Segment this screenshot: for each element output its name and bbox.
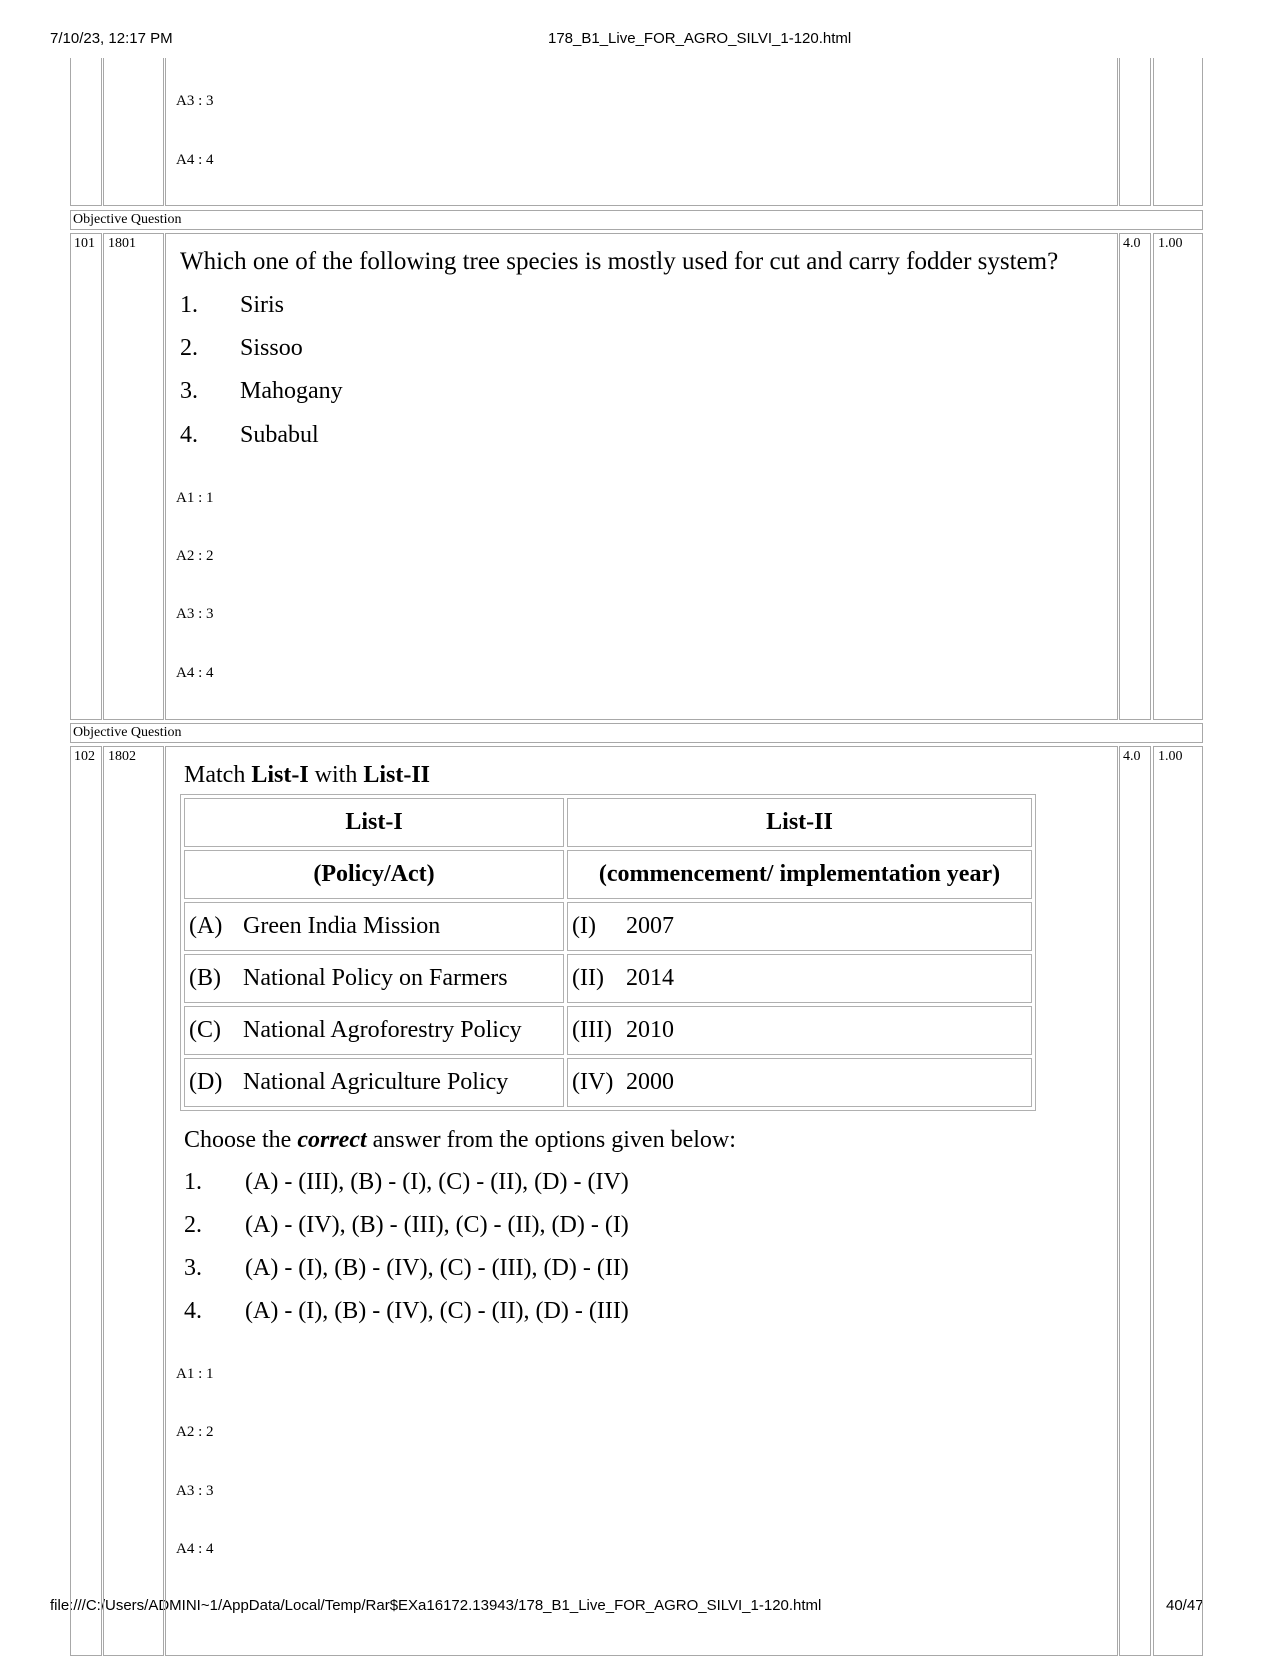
q102-serial: 102 (74, 749, 95, 764)
q101-option-3-text: Mahogany (240, 378, 343, 404)
list2-label: (IV) (572, 1069, 614, 1095)
list2-header: List-II (567, 798, 1032, 847)
print-datetime: 7/10/23, 12:17 PM (50, 30, 173, 47)
match-with: with (308, 762, 364, 788)
q102-serial-cell (70, 746, 102, 1656)
q101-question-text: Which one of the following tree species is mostly used for cut and carry fodder system? (180, 248, 1059, 275)
choose-post: answer from the options given below: (366, 1127, 736, 1153)
table-row (184, 902, 1032, 951)
page-number: 40/47 (1166, 1597, 1204, 1614)
list2-text: 2014 (626, 965, 674, 991)
q101-option-2-number: 2. (180, 335, 198, 361)
q101-option-2-text: Sissoo (240, 335, 303, 361)
list1-text: National Agroforestry Policy (243, 1017, 522, 1043)
q102-id-cell (103, 746, 164, 1656)
list2-text: 2000 (626, 1069, 674, 1095)
q101-answer-3: A3 : 3 (176, 606, 214, 622)
match-prefix: Match (184, 762, 252, 788)
q101-type-row (70, 210, 1203, 230)
q101-option-3-number: 3. (180, 378, 198, 404)
list1-item-c (184, 1006, 564, 1055)
list1-text: National Agriculture Policy (243, 1069, 509, 1095)
q102-option-1-number: 1. (184, 1169, 202, 1195)
table-row (184, 1058, 1032, 1107)
prev-answer-4: A4 : 4 (176, 152, 214, 168)
q102-marks-cell (1119, 746, 1151, 1656)
q101-type-label: Objective Question (73, 212, 182, 227)
prev-serial-cell (70, 58, 102, 206)
q102-match-instruction (184, 762, 430, 789)
list1-text: Green India Mission (243, 913, 441, 939)
choose-pre: Choose the (184, 1127, 298, 1153)
list2-label: (II) (572, 965, 604, 991)
match-table-header-row (184, 798, 1032, 847)
table-row (184, 954, 1032, 1003)
q102-answer-1: A1 : 1 (176, 1366, 214, 1382)
match-list2: List-II (363, 762, 431, 788)
q101-negative-cell (1153, 233, 1203, 720)
q102-option-4-text: (A) - (I), (B) - (IV), (C) - (II), (D) - (III) (245, 1298, 629, 1324)
q102-id: 1802 (108, 749, 136, 764)
list2-item-i (567, 902, 1032, 951)
q101-option-1-number: 1. (180, 292, 198, 318)
list1-item-a (184, 902, 564, 951)
q102-marks: 4.0 (1123, 749, 1141, 764)
q101-option-4-number: 4. (180, 422, 198, 448)
list2-label: (I) (572, 913, 596, 939)
q102-choose-instruction (184, 1127, 736, 1154)
file-path: file:///C:/Users/ADMINI~1/AppData/Local/Temp/Rar$EXa16172.13943/178_B1_Live_FOR_AGRO_SILVI_1-120.html (50, 1597, 822, 1614)
match-table (180, 794, 1036, 1111)
table-row (184, 1006, 1032, 1055)
list1-subheader: (Policy/Act) (184, 850, 564, 899)
q101-marks-cell (1119, 233, 1151, 720)
q102-answer-2: A2 : 2 (176, 1424, 214, 1440)
q101-option-4-text: Subabul (240, 422, 319, 448)
list1-header: List-I (184, 798, 564, 847)
choose-emphasis: correct (297, 1127, 367, 1153)
q102-negative-cell (1153, 746, 1203, 1656)
q101-answer-4: A4 : 4 (176, 665, 214, 681)
q101-answer-1: A1 : 1 (176, 490, 214, 506)
list1-item-d (184, 1058, 564, 1107)
q102-answer-4: A4 : 4 (176, 1541, 214, 1557)
list2-item-ii (567, 954, 1032, 1003)
list2-subheader: (commencement/ implementation year) (567, 850, 1032, 899)
q101-answer-2: A2 : 2 (176, 548, 214, 564)
list2-label: (III) (572, 1017, 612, 1043)
prev-id-cell (103, 58, 164, 206)
list2-text: 2007 (626, 913, 674, 939)
q101-serial-cell (70, 233, 102, 720)
q102-option-2-number: 2. (184, 1212, 202, 1238)
match-table-subheader-row (184, 850, 1032, 899)
q102-answer-3: A3 : 3 (176, 1483, 214, 1499)
q101-negative: 1.00 (1158, 236, 1183, 251)
q101-id-cell (103, 233, 164, 720)
list1-label: (C) (189, 1017, 221, 1043)
q102-option-3-number: 3. (184, 1255, 202, 1281)
q102-option-4-number: 4. (184, 1298, 202, 1324)
list1-item-b (184, 954, 564, 1003)
q102-option-3-text: (A) - (I), (B) - (IV), (C) - (III), (D) - (II) (245, 1255, 629, 1281)
prev-marks-cell (1119, 58, 1151, 206)
q101-question-cell (165, 233, 1118, 720)
list1-label: (A) (189, 913, 223, 939)
prev-question-cell (165, 58, 1118, 206)
q102-option-2-text: (A) - (IV), (B) - (III), (C) - (II), (D) - (I) (245, 1212, 629, 1238)
prev-answer-3: A3 : 3 (176, 93, 214, 109)
q102-negative: 1.00 (1158, 749, 1183, 764)
document-title: 178_B1_Live_FOR_AGRO_SILVI_1-120.html (548, 30, 852, 47)
list1-label: (D) (189, 1069, 223, 1095)
prev-negative-cell (1153, 58, 1203, 206)
list1-text: National Policy on Farmers (243, 965, 508, 991)
q102-type-row (70, 723, 1203, 743)
list2-item-iv (567, 1058, 1032, 1107)
q102-type-label: Objective Question (73, 725, 182, 740)
list1-label: (B) (189, 965, 221, 991)
q101-marks: 4.0 (1123, 236, 1141, 251)
list2-text: 2010 (626, 1017, 674, 1043)
q101-option-1-text: Siris (240, 292, 285, 318)
match-list1: List-I (251, 762, 309, 788)
list2-item-iii (567, 1006, 1032, 1055)
q101-id: 1801 (108, 236, 136, 251)
q101-serial: 101 (74, 236, 95, 251)
q102-option-1-text: (A) - (III), (B) - (I), (C) - (II), (D) - (IV) (245, 1169, 629, 1195)
